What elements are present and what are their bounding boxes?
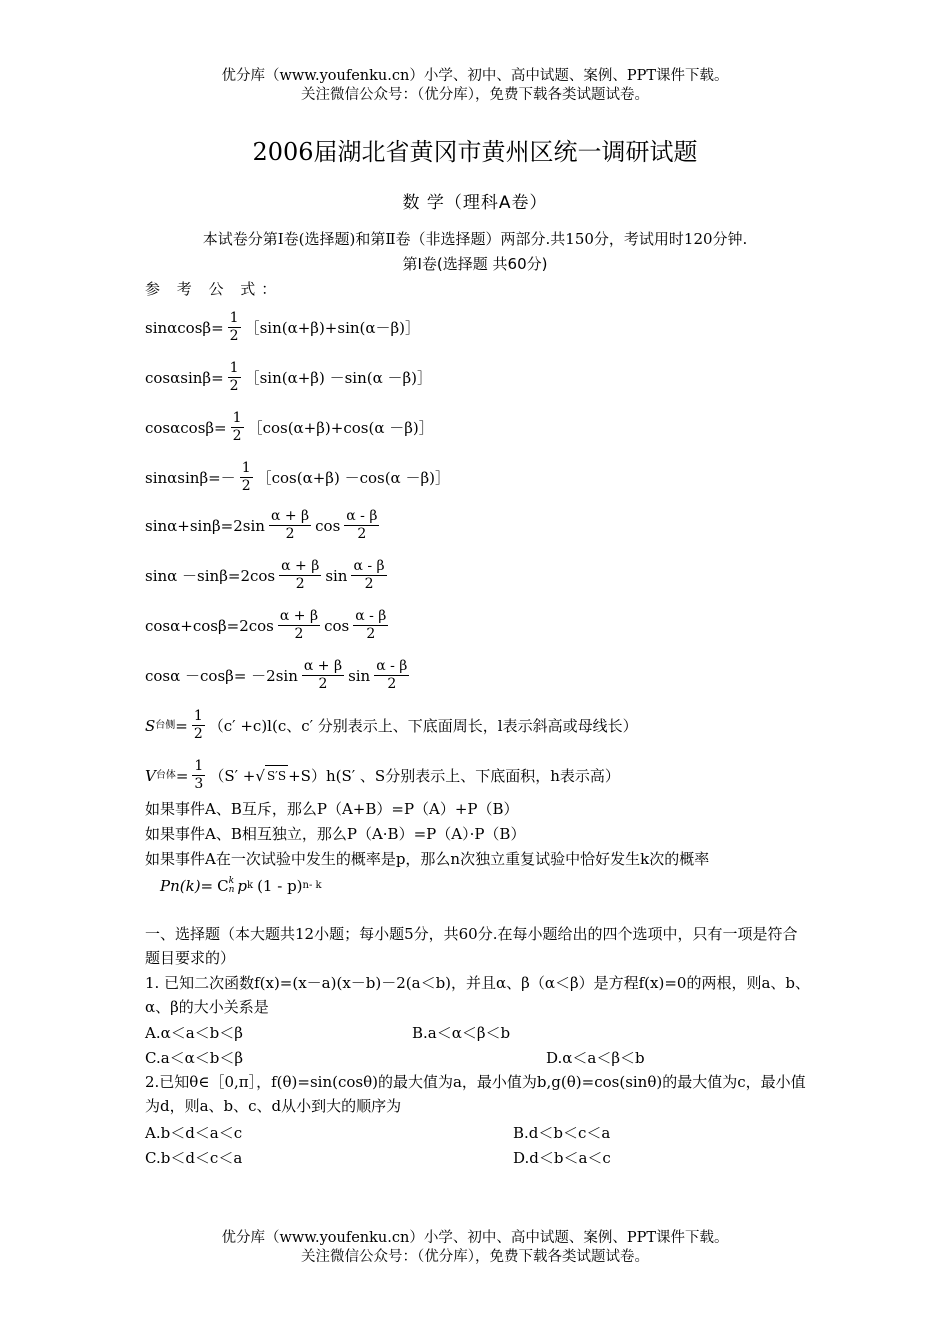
fraction-half: $\frac{1}{2}$ bbox=[229, 360, 239, 394]
formula-frustum-volume: V 台体 = $\frac{1}{3}$ （S′ + √ S′S +S）h(S′ 、S分别表示上、下底面积，h表示高） bbox=[145, 758, 620, 792]
fraction-diff: $\frac{\alpha - \beta}{2}$ bbox=[376, 658, 408, 692]
footer-line-1: 优分库（www.youfenku.cn）小学、初中、高中试题、案例、PPT课件下载。 bbox=[221, 1230, 729, 1246]
fraction-sum: $\frac{\alpha + \beta}{2}$ bbox=[303, 658, 343, 692]
q1-option-c: C.a＜α＜b＜β bbox=[145, 1049, 244, 1067]
question-2-stem: 2.已知θ∈［0,π］，f(θ)=sin(cosθ)的最大值为a，最小值为b,g(θ)=cos(sinθ)的最大值为c，最小值为d，则a、b、c、d从小到大的顺序为 bbox=[145, 1073, 806, 1115]
fraction-diff: $\frac{\alpha - \beta}{2}$ bbox=[355, 608, 387, 642]
fraction-diff: $\frac{\alpha - \beta}{2}$ bbox=[346, 508, 378, 542]
q2-option-a: A.b＜d＜a＜c bbox=[145, 1124, 243, 1142]
event-rule-1: 如果事件A、B互斥，那么P（A+B）=P（A）+P（B） bbox=[145, 800, 519, 818]
question-1-stem: 1. 已知二次函数f(x)=(x－a)(x－b)－2(a＜b)，并且α、β（α＜β）是方程f(x)=0的两根，则a、b、α、β的大小关系是 bbox=[145, 974, 811, 1016]
page-footer bbox=[0, 1229, 950, 1267]
event-rule-2: 如果事件A、B相互独立，那么P（A·B）=P（A）·P（B） bbox=[145, 825, 526, 843]
q2-option-d: D.d＜b＜a＜c bbox=[513, 1149, 611, 1167]
binomial-formula: Pn(k)= C k n p k (1 - p) n- k bbox=[160, 876, 322, 895]
fraction-sum: $\frac{\alpha + \beta}{2}$ bbox=[279, 608, 319, 642]
part1-title: 第Ⅰ卷(选择题 共60分) bbox=[402, 255, 548, 273]
formula-3: cosαcosβ= $\frac{1}{2}$ ［cos(α+β)+cos(α －β)］ bbox=[145, 410, 434, 444]
header-line-2: 关注微信公众号：（优分库），免费下载各类试题试卷。 bbox=[301, 87, 649, 103]
sqrt-sign: √ bbox=[255, 766, 265, 785]
formula-5: sinα+sinβ=2sin $\frac{\alpha + \beta}{2}$ cos $\frac{\alpha - \beta}{2}$ bbox=[145, 508, 378, 542]
reference-label: 参 考 公 式： bbox=[145, 280, 283, 298]
q2-option-c: C.b＜d＜c＜a bbox=[145, 1149, 243, 1167]
exam-title: 2006届湖北省黄冈市黄州区统一调研试题 bbox=[252, 138, 698, 166]
header-line-1: 优分库（www.youfenku.cn）小学、初中、高中试题、案例、PPT课件下载。 bbox=[221, 68, 729, 84]
formula-6: sinα －sinβ=2cos $\frac{\alpha + \beta}{2}$ sin $\frac{\alpha - \beta}{2}$ bbox=[145, 558, 385, 592]
formula-7: cosα+cosβ=2cos $\frac{\alpha + \beta}{2}$ cos $\frac{\alpha - \beta}{2}$ bbox=[145, 608, 387, 642]
q2-option-b: B.d＜b＜c＜a bbox=[513, 1124, 611, 1142]
formula-frustum-area: S 台侧 = $\frac{1}{2}$ （c′ +c)l(c、c′ 分别表示上、下底面周长，l表示斜高或母线长） bbox=[145, 708, 638, 742]
page-header bbox=[0, 67, 950, 105]
fraction-third: $\frac{1}{3}$ bbox=[194, 758, 204, 792]
q1-option-a: A.α＜a＜b＜β bbox=[145, 1024, 243, 1042]
fraction-diff: $\frac{\alpha - \beta}{2}$ bbox=[353, 558, 385, 592]
fraction-half: $\frac{1}{2}$ bbox=[232, 410, 242, 444]
fraction-half: $\frac{1}{2}$ bbox=[241, 460, 251, 494]
footer-line-2: 关注微信公众号：（优分库），免费下载各类试题试卷。 bbox=[301, 1249, 649, 1265]
fraction-half: $\frac{1}{2}$ bbox=[193, 708, 203, 742]
q1-option-b: B.a＜α＜β＜b bbox=[412, 1024, 511, 1042]
exam-intro: 本试卷分第Ⅰ卷(选择题)和第Ⅱ卷（非选择题）两部分.共150分，考试用时120分钟. bbox=[202, 230, 748, 248]
formula-4: sinαsinβ=－ $\frac{1}{2}$ ［cos(α+β) －cos(α －β)］ bbox=[145, 460, 450, 494]
formula-8: cosα －cosβ= －2sin $\frac{\alpha + \beta}{2}$ sin $\frac{\alpha - \beta}{2}$ bbox=[145, 658, 408, 692]
formula-1: sinαcosβ= $\frac{1}{2}$ ［sin(α+β)+sin(α－β)］ bbox=[145, 310, 421, 344]
formula-2: cosαsinβ= $\frac{1}{2}$ ［sin(α+β) －sin(α －β)］ bbox=[145, 360, 433, 394]
fraction-sum: $\frac{\alpha + \beta}{2}$ bbox=[270, 508, 310, 542]
fraction-half: $\frac{1}{2}$ bbox=[229, 310, 239, 344]
q1-option-d: D.α＜a＜β＜b bbox=[546, 1049, 645, 1067]
section-1-heading: 一、选择题（本大题共12小题；每小题5分，共60分.在每小题给出的四个选项中，只有一项是符合题目要求的） bbox=[145, 925, 798, 967]
fraction-sum: $\frac{\alpha + \beta}{2}$ bbox=[281, 558, 320, 592]
exam-subtitle: 数 学（理科A卷） bbox=[402, 193, 548, 213]
event-rule-3: 如果事件A在一次试验中发生的概率是p，那么n次独立重复试验中恰好发生k次的概率 bbox=[145, 850, 710, 868]
